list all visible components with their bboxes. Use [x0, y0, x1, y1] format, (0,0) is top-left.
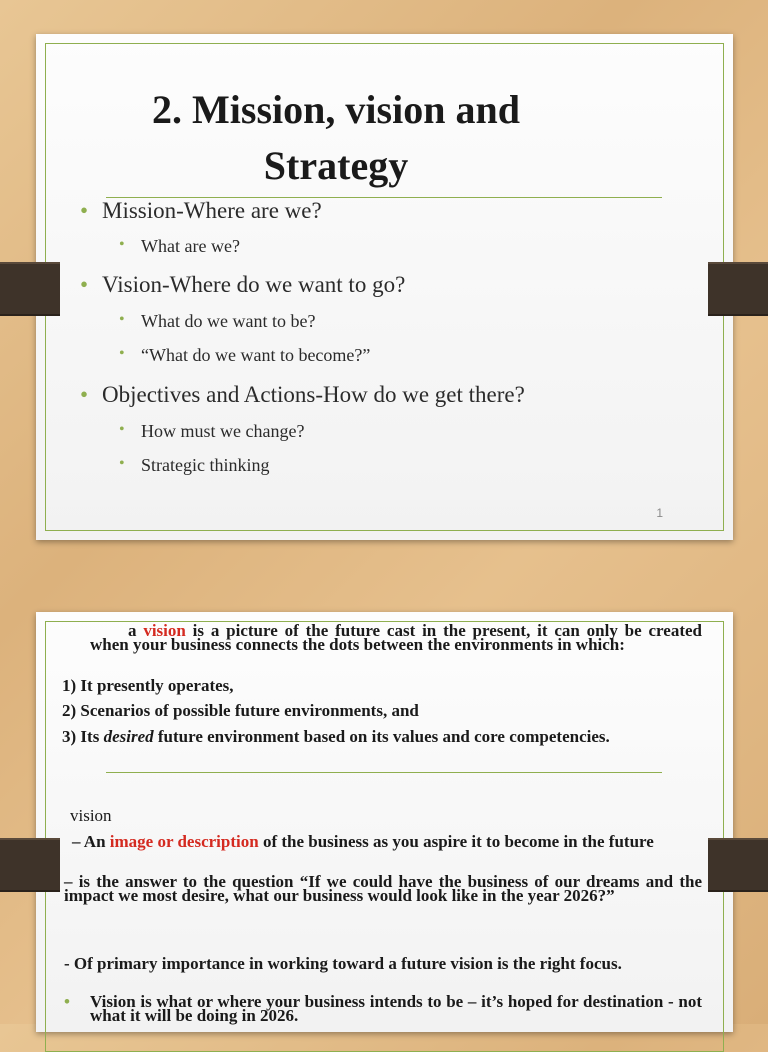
bullet-dot-icon: •	[119, 236, 125, 253]
slide-1	[36, 34, 733, 540]
bullet-dot-icon: •	[80, 198, 89, 223]
list-item: 2) Scenarios of possible future environments, and	[62, 701, 419, 720]
bullet-dot-icon: •	[64, 992, 70, 1011]
bullet-vision: • Vision-Where do we want to go?	[80, 272, 406, 297]
vision-paragraph: a vision is a picture of the future cast in the present, it can only be created when your business connects the dots between the environments in which:	[90, 621, 702, 654]
vision-definition: – An image or description of the business as you aspire it to become in the future	[72, 832, 654, 851]
vision-question: – is the answer to the question “If we could have the business of our dreams and the impact we most desire, what our business would look like in the year 2026?”	[64, 872, 702, 905]
list-item: 1) It presently operates,	[62, 676, 234, 695]
bullet-mission: • Mission-Where are we?	[80, 198, 322, 223]
binder-tab-left	[0, 262, 60, 316]
slide-title	[36, 82, 636, 194]
slide-2	[36, 612, 733, 1032]
list-item: 3) Its desired future environment based on its values and core competencies.	[62, 727, 610, 746]
sub-bullet: • How must we change?	[119, 421, 305, 441]
sub-bullet: • “What do we want to become?”	[119, 345, 371, 365]
vision-focus: - Of primary importance in working toward a future vision is the right focus.	[64, 954, 622, 973]
bullet-dot-icon: •	[80, 382, 89, 407]
section-divider	[106, 772, 662, 773]
bullet-objectives: • Objectives and Actions-How do we get there?	[80, 382, 525, 407]
binder-tab-right	[708, 838, 768, 892]
bullet-dot-icon: •	[119, 421, 125, 438]
bullet-dot-icon: •	[80, 272, 89, 297]
vision-label: vision	[70, 806, 112, 825]
title-line-2: Strategy	[263, 143, 409, 188]
vision-highlight: vision	[143, 621, 186, 640]
sub-bullet: • What do we want to be?	[119, 311, 316, 331]
title-line-1: 2. Mission, vision and	[152, 87, 520, 132]
vision-destination: • Vision is what or where your business intends to be – it’s hoped for destination - not what it will be doing in 2026.	[64, 992, 702, 1025]
image-highlight: image or description	[109, 832, 259, 851]
sub-bullet: • What are we?	[119, 236, 240, 256]
page-number: 1	[656, 506, 663, 520]
sub-bullet: • Strategic thinking	[119, 455, 270, 475]
bullet-dot-icon: •	[119, 455, 125, 472]
binder-tab-right	[708, 262, 768, 316]
binder-tab-left	[0, 838, 60, 892]
bullet-dot-icon: •	[119, 345, 125, 362]
bullet-dot-icon: •	[119, 311, 125, 328]
